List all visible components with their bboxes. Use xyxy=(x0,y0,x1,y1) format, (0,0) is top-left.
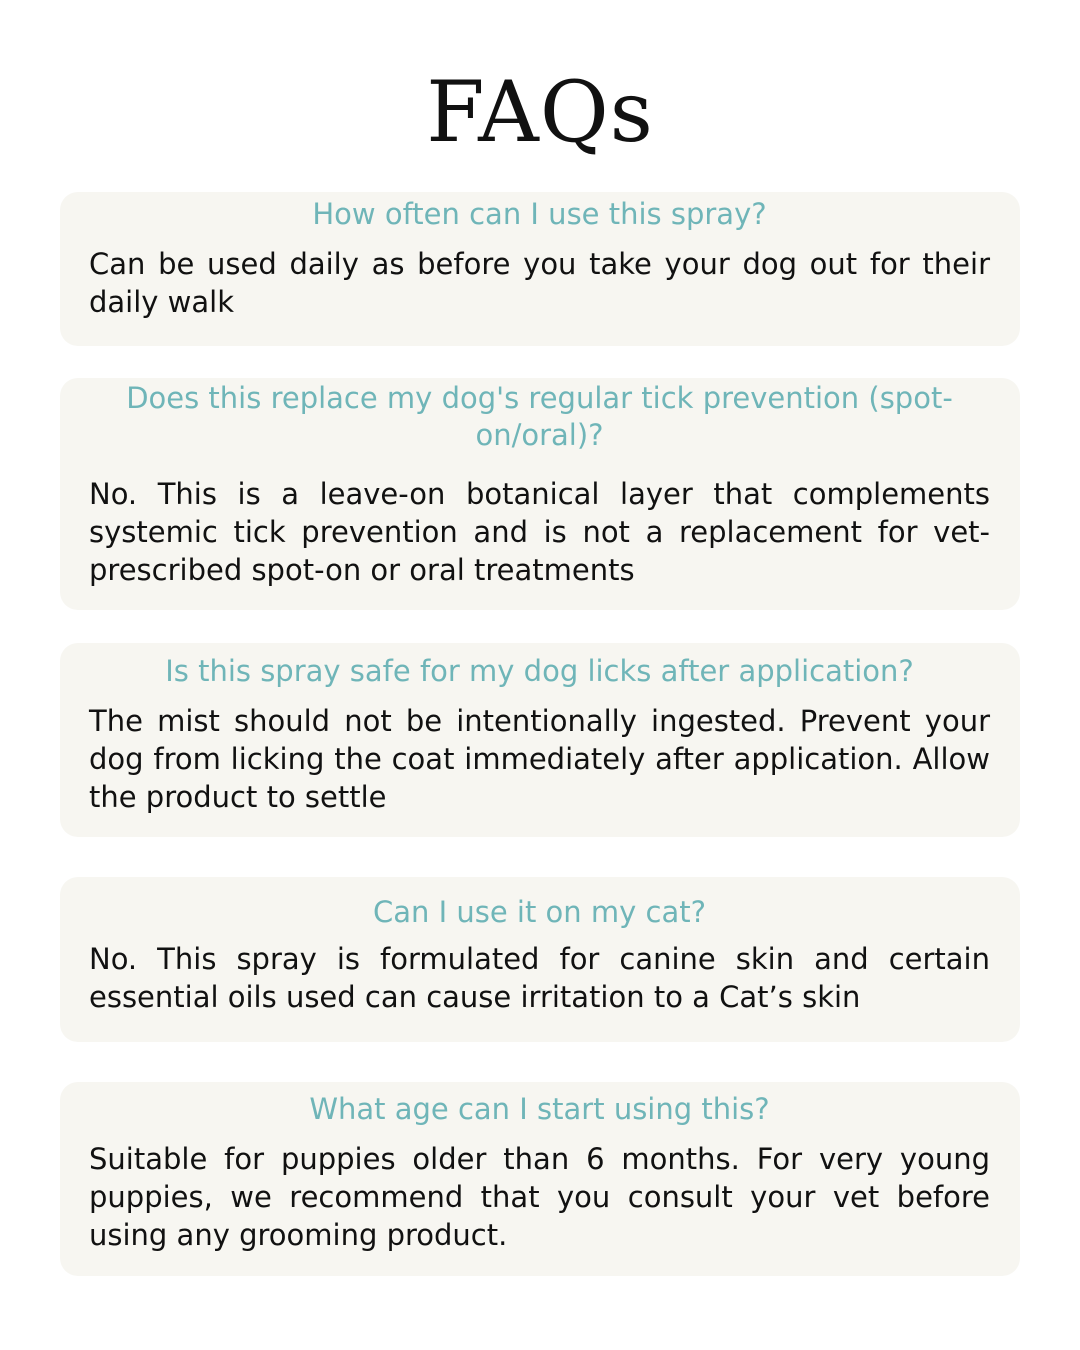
page-title: FAQs xyxy=(426,63,654,161)
faq-card xyxy=(60,192,1020,346)
faq-card xyxy=(60,643,1020,837)
faq-card xyxy=(60,877,1020,1042)
faq-answer: No. This spray is formulated for canine skin and certain essential oils used can cause irritation to a Cat’s skin xyxy=(89,942,990,1014)
faq-answer: Suitable for puppies older than 6 months. For very young puppies, we recommend that you consult your vet before using any grooming product. xyxy=(89,1142,990,1252)
faq-answer: No. This is a leave-on botanical layer that complements systemic tick prevention and is not a replacement for vet-prescribed spot-on or oral treatments xyxy=(89,477,990,587)
faq-question: How often can I use this spray? xyxy=(312,197,767,231)
faq-question: What age can I start using this? xyxy=(309,1092,770,1126)
faq-card xyxy=(60,1082,1020,1276)
faq-answer: The mist should not be intentionally ingested. Prevent your dog from licking the coat immediately after application. Allow the product to settle xyxy=(89,704,990,814)
faq-card xyxy=(60,378,1020,610)
faq-answer: Can be used daily as before you take your dog out for their daily walk xyxy=(89,247,990,319)
faq-question: Does this replace my dog's regular tick prevention (spot-on/oral)? xyxy=(126,381,953,452)
faq-question: Is this spray safe for my dog licks after application? xyxy=(165,654,914,688)
faq-question: Can I use it on my cat? xyxy=(372,895,707,929)
